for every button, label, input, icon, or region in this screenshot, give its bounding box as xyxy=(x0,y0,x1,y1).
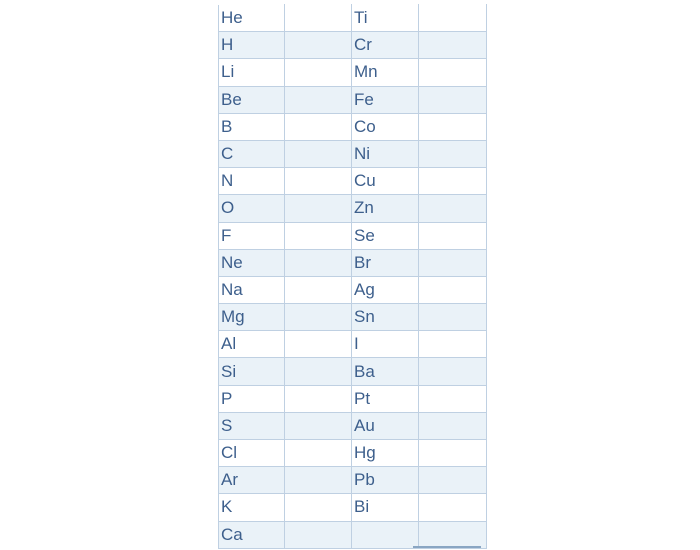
table-cell[interactable]: Al xyxy=(219,331,285,358)
table-cell[interactable] xyxy=(285,521,352,548)
table-cell[interactable] xyxy=(285,331,352,358)
table-cell[interactable]: Cu xyxy=(352,168,419,195)
table-row xyxy=(219,467,487,494)
table-cell[interactable] xyxy=(419,222,487,249)
table-cell[interactable]: Be xyxy=(219,86,285,113)
table-cell[interactable]: Li xyxy=(219,59,285,86)
table-cell[interactable] xyxy=(419,331,487,358)
table-row xyxy=(219,494,487,521)
table-cell[interactable] xyxy=(285,467,352,494)
table-row xyxy=(219,168,487,195)
table-cell[interactable]: O xyxy=(219,195,285,222)
table-row xyxy=(219,222,487,249)
table-cell[interactable] xyxy=(285,195,352,222)
table-cell[interactable]: He xyxy=(219,5,285,32)
table-cell[interactable]: Pb xyxy=(352,467,419,494)
table-cell[interactable] xyxy=(419,385,487,412)
table-cell[interactable] xyxy=(285,304,352,331)
table-cell[interactable]: Hg xyxy=(352,440,419,467)
table-cell[interactable]: K xyxy=(219,494,285,521)
table-row xyxy=(219,140,487,167)
table-cell[interactable]: I xyxy=(352,331,419,358)
table-cell[interactable] xyxy=(285,412,352,439)
table-cell[interactable] xyxy=(419,113,487,140)
table-row xyxy=(219,5,487,32)
table-cell[interactable] xyxy=(285,113,352,140)
table-cell[interactable] xyxy=(419,5,487,32)
table-cell[interactable]: Pt xyxy=(352,385,419,412)
table-row xyxy=(219,59,487,86)
table-cell[interactable]: Ne xyxy=(219,249,285,276)
table-cell[interactable] xyxy=(285,494,352,521)
table-cell[interactable] xyxy=(419,276,487,303)
table-cell[interactable] xyxy=(352,521,419,548)
table-cell[interactable]: P xyxy=(219,385,285,412)
table-row xyxy=(219,440,487,467)
table-cell[interactable] xyxy=(285,385,352,412)
table-cell[interactable]: S xyxy=(219,412,285,439)
table-cell[interactable]: Cl xyxy=(219,440,285,467)
table-row xyxy=(219,358,487,385)
table-cell[interactable] xyxy=(419,494,487,521)
table-cell[interactable] xyxy=(419,168,487,195)
table-cell[interactable]: Co xyxy=(352,113,419,140)
table-cell[interactable] xyxy=(419,304,487,331)
table-row xyxy=(219,86,487,113)
table-cell[interactable]: Na xyxy=(219,276,285,303)
table-cell[interactable]: Ca xyxy=(219,521,285,548)
table-cell[interactable]: Zn xyxy=(352,195,419,222)
table-cell[interactable] xyxy=(285,249,352,276)
table-cell[interactable]: Si xyxy=(219,358,285,385)
table-cell[interactable] xyxy=(419,358,487,385)
table-cell[interactable] xyxy=(285,222,352,249)
table-row xyxy=(219,521,487,548)
table-cell[interactable] xyxy=(419,467,487,494)
table-cell[interactable] xyxy=(285,168,352,195)
table-cell[interactable]: B xyxy=(219,113,285,140)
table-cell[interactable]: N xyxy=(219,168,285,195)
table-cell[interactable]: Bi xyxy=(352,494,419,521)
table-cell[interactable] xyxy=(285,276,352,303)
table-cell[interactable] xyxy=(285,358,352,385)
table-cell[interactable] xyxy=(285,59,352,86)
table-cell[interactable] xyxy=(419,412,487,439)
table-row xyxy=(219,276,487,303)
table-cell[interactable]: Au xyxy=(352,412,419,439)
table-row xyxy=(219,32,487,59)
table-cell[interactable] xyxy=(419,440,487,467)
table-cell[interactable] xyxy=(419,86,487,113)
table-row xyxy=(219,249,487,276)
table-cell[interactable] xyxy=(419,521,487,548)
table-row xyxy=(219,331,487,358)
table-cell[interactable]: H xyxy=(219,32,285,59)
table-cell[interactable] xyxy=(285,32,352,59)
table-row xyxy=(219,304,487,331)
table-cell[interactable]: C xyxy=(219,140,285,167)
table-cell[interactable] xyxy=(419,32,487,59)
element-table xyxy=(218,4,487,549)
table-cell[interactable]: Mn xyxy=(352,59,419,86)
table-cell[interactable]: F xyxy=(219,222,285,249)
bottom-divider xyxy=(413,546,481,548)
table-cell[interactable]: Ag xyxy=(352,276,419,303)
table-row xyxy=(219,385,487,412)
table-cell[interactable]: Sn xyxy=(352,304,419,331)
table-cell[interactable]: Mg xyxy=(219,304,285,331)
table-cell[interactable]: Fe xyxy=(352,86,419,113)
table-body xyxy=(219,5,487,549)
table-cell[interactable] xyxy=(285,5,352,32)
table-cell[interactable]: Ti xyxy=(352,5,419,32)
table-cell[interactable] xyxy=(285,86,352,113)
table-row xyxy=(219,113,487,140)
table-cell[interactable]: Se xyxy=(352,222,419,249)
table-cell[interactable] xyxy=(419,59,487,86)
table-row xyxy=(219,412,487,439)
table-cell[interactable] xyxy=(419,195,487,222)
table-cell[interactable]: Cr xyxy=(352,32,419,59)
table-cell[interactable] xyxy=(285,140,352,167)
table-cell[interactable]: Ni xyxy=(352,140,419,167)
table-cell[interactable]: Ba xyxy=(352,358,419,385)
table-cell[interactable] xyxy=(419,140,487,167)
table-cell[interactable] xyxy=(285,440,352,467)
table-row xyxy=(219,195,487,222)
table-cell[interactable]: Ar xyxy=(219,467,285,494)
table-cell[interactable] xyxy=(419,249,487,276)
table-cell[interactable]: Br xyxy=(352,249,419,276)
